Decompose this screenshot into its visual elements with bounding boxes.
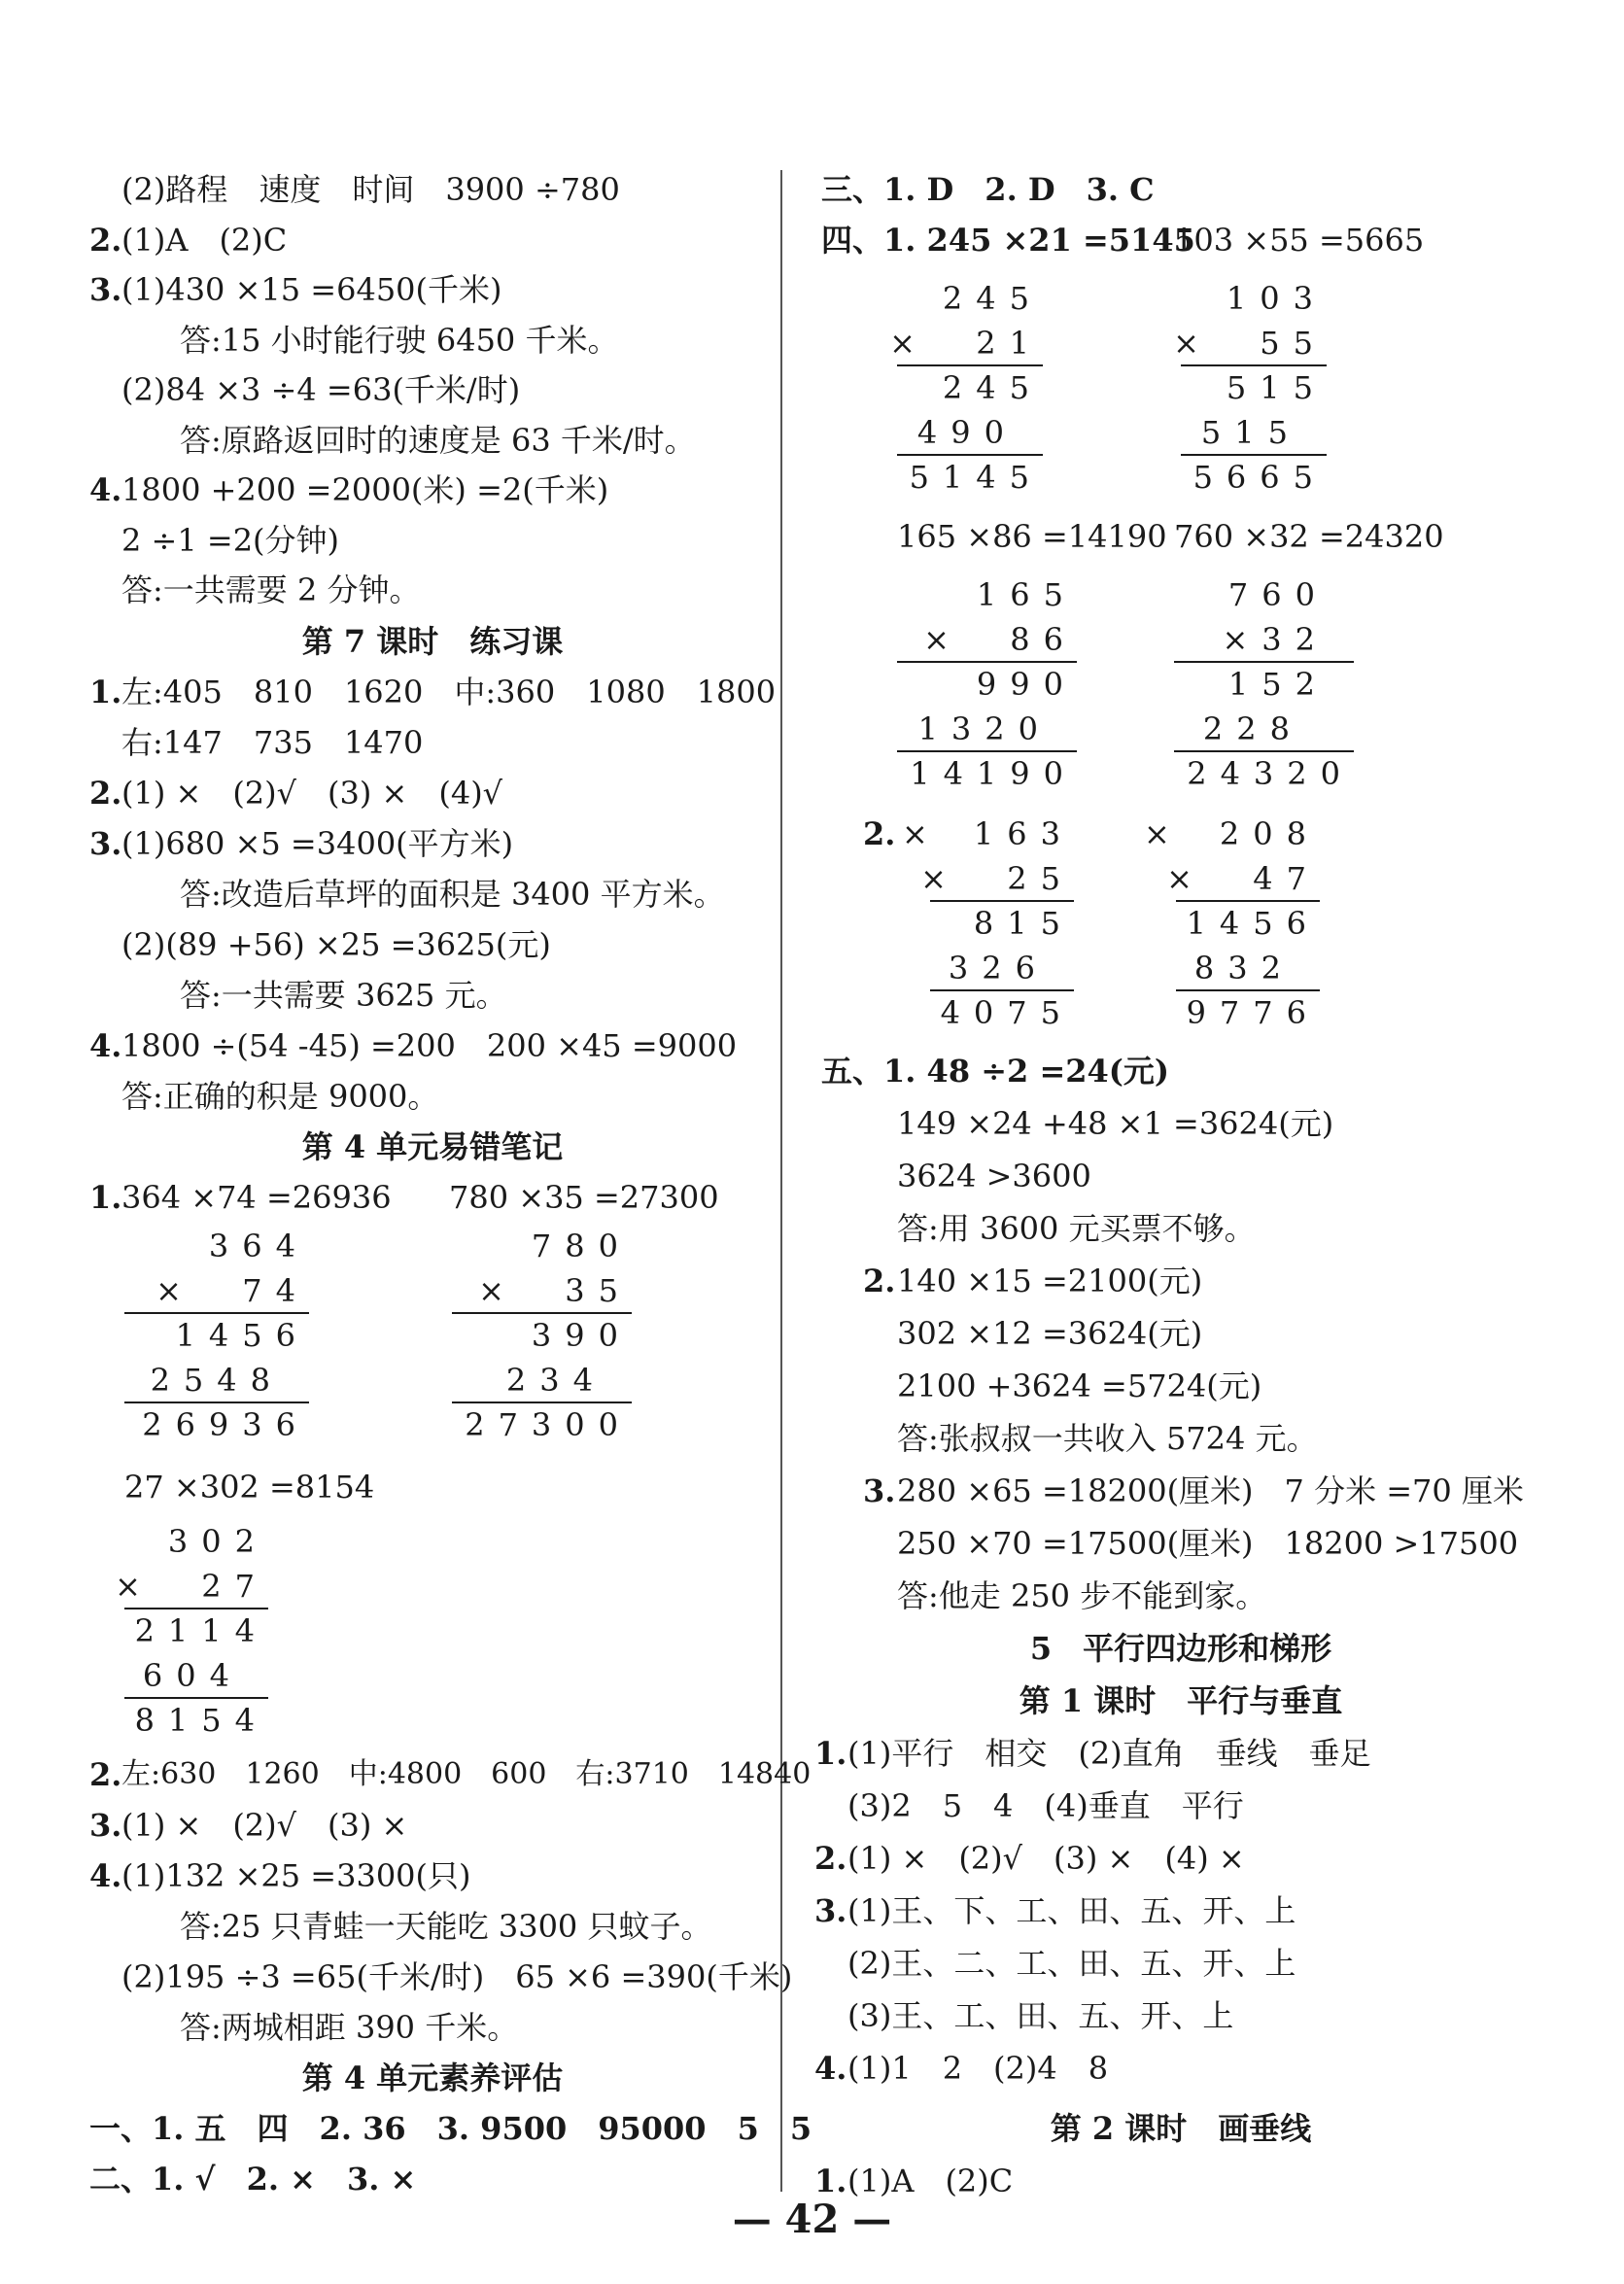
- calc-row: 364: [208, 1228, 309, 1264]
- calc-rule: [124, 1608, 268, 1609]
- calc-row: × 21: [889, 325, 1043, 362]
- answer-line: 2100 +3624 =5724(元): [897, 1367, 1262, 1404]
- question-number: 1.: [89, 674, 122, 710]
- question-number: 3.: [89, 271, 122, 308]
- calc-rule: [1181, 364, 1327, 366]
- answer-line: 答:用 3600 元买票不够。: [897, 1210, 1256, 1247]
- question-number: 2.: [814, 1840, 847, 1877]
- answer-line: 149 ×24 +48 ×1 =3624(元): [897, 1105, 1334, 1142]
- question-number: 3.: [89, 825, 122, 862]
- question-number: 2.: [89, 222, 122, 259]
- calc-row: 24320: [1187, 755, 1354, 792]
- calc-rule: [1181, 454, 1327, 456]
- calc-row: 2548: [150, 1362, 284, 1399]
- calc-row: 245: [942, 280, 1043, 317]
- answer-line: 780 ×35 =27300: [449, 1179, 719, 1216]
- calc-row: 1456: [175, 1317, 309, 1354]
- calc-row: 760: [1227, 576, 1329, 613]
- calc-row: 815: [973, 905, 1074, 942]
- calc-row: 165: [976, 576, 1077, 613]
- wrong-mark: ×: [902, 815, 928, 852]
- answer-line: 一、1. 五 四 2. 36 3. 9500 95000 5 5: [89, 2110, 812, 2147]
- calc-row: × 86: [923, 621, 1077, 658]
- answer-line: (2)84 ×3 ÷4 =63(千米/时): [121, 371, 521, 408]
- calc-rule: [1174, 750, 1354, 752]
- calc-rule: [930, 989, 1074, 991]
- section-heading: 第 2 课时 画垂线: [1050, 2110, 1312, 2147]
- calc-row: 604: [142, 1657, 243, 1694]
- calc-row: 515: [1226, 369, 1327, 406]
- vertical-multiplication: [920, 814, 1074, 1038]
- calc-row: 490: [916, 414, 1018, 451]
- calc-row: × 35: [478, 1272, 632, 1309]
- answer-line: (1)A (2)C: [847, 2163, 1014, 2199]
- calc-row: 103: [1226, 280, 1327, 317]
- section-heading: 第 4 单元素养评估: [301, 2059, 564, 2096]
- question-number: 4.: [89, 471, 122, 508]
- calc-row: 152: [1227, 666, 1329, 703]
- calc-rule: [124, 1312, 309, 1314]
- answer-line: (3)2 5 4 (4)垂直 平行: [847, 1787, 1244, 1824]
- calc-rule: [897, 750, 1077, 752]
- answer-line: (2)195 ÷3 =65(千米/时) 65 ×6 =390(千米): [121, 1958, 793, 1995]
- answer-line: (2)(89 +56) ×25 =3625(元): [121, 926, 551, 963]
- answer-line: 3624 >3600: [897, 1158, 1091, 1194]
- question-number: 2.: [863, 1263, 896, 1299]
- answer-line: 答:两城相距 390 千米。: [180, 2009, 519, 2046]
- answer-line: 答:一共需要 2 分钟。: [121, 571, 421, 608]
- calc-rule: [452, 1312, 632, 1314]
- answer-line: 140 ×15 =2100(元): [897, 1263, 1203, 1299]
- answer-line: 答:一共需要 3625 元。: [180, 977, 507, 1014]
- answer-line: 答:张叔叔一共收入 5724 元。: [897, 1420, 1318, 1457]
- answer-line: 27 ×302 =8154: [124, 1469, 375, 1505]
- calc-row: 14190: [910, 755, 1077, 792]
- calc-rule: [1176, 989, 1320, 991]
- vertical-multiplication: [115, 1522, 268, 1746]
- calc-row: 245: [942, 369, 1043, 406]
- answer-line: 左:630 1260 中:4800 600 右:3710 14840: [121, 1757, 812, 1791]
- answer-line: (1) × (2)√ (3) × (4) ×: [847, 1840, 1245, 1877]
- calc-row: 780: [531, 1228, 632, 1264]
- question-number: 2.: [89, 775, 122, 812]
- calc-rule: [897, 364, 1043, 366]
- calc-rule: [897, 661, 1077, 663]
- calc-row: 234: [505, 1362, 606, 1399]
- answer-line: 答:原路返回时的速度是 63 千米/时。: [180, 422, 696, 459]
- answer-line: (2)路程 速度 时间 3900 ÷780: [121, 171, 620, 208]
- question-number: 3.: [89, 1807, 122, 1844]
- answer-line: 三、1. D 2. D 3. C: [821, 171, 1155, 208]
- calc-row: 5145: [909, 459, 1043, 496]
- calc-row: 1456: [1186, 905, 1320, 942]
- calc-row: 26936: [142, 1406, 309, 1443]
- calc-row: 5665: [1192, 459, 1327, 496]
- answer-line: 答:改造后草坪的面积是 3400 平方米。: [180, 876, 725, 913]
- calc-row: 515: [1200, 414, 1301, 451]
- calc-row: × 27: [115, 1568, 268, 1605]
- answer-line: 1800 +200 =2000(米) =2(千米): [121, 471, 609, 508]
- answer-line: 2 ÷1 =2(分钟): [121, 522, 340, 559]
- calc-row: × 55: [1173, 325, 1327, 362]
- answer-line: 左:405 810 1620 中:360 1080 1800: [121, 674, 777, 710]
- vertical-multiplication: [1173, 279, 1327, 502]
- question-number: 3.: [814, 1892, 847, 1929]
- calc-row: × 74: [155, 1272, 309, 1309]
- answer-line: 280 ×65 =18200(厘米) 7 分米 =70 厘米: [897, 1472, 1524, 1509]
- section-heading: 第 4 单元易错笔记: [301, 1128, 564, 1165]
- calc-row: 27300: [465, 1406, 632, 1443]
- answer-line: (1)平行 相交 (2)直角 垂线 垂足: [847, 1735, 1371, 1772]
- calc-row: × 47: [1166, 860, 1320, 897]
- answer-line: (2)王、二、工、田、五、开、上: [847, 1945, 1296, 1982]
- question-number: 3.: [863, 1472, 896, 1509]
- question-number: 4.: [814, 2050, 847, 2087]
- section-heading: 第 1 课时 平行与垂直: [1019, 1682, 1343, 1719]
- calc-rule: [124, 1402, 309, 1403]
- answer-line: 四、1. 245 ×21 =5145: [821, 222, 1195, 259]
- answer-line: (1) × (2)√ (3) ×: [121, 1807, 408, 1844]
- calc-row: 163: [973, 815, 1074, 852]
- calc-row: 326: [948, 950, 1049, 986]
- answer-line: 165 ×86 =14190: [897, 518, 1167, 555]
- calc-rule: [452, 1402, 632, 1403]
- answer-line: 答:25 只青蛙一天能吃 3300 只蚊子。: [180, 1908, 712, 1945]
- question-number: 2.: [89, 1756, 122, 1793]
- answer-line: 760 ×32 =24320: [1174, 518, 1444, 555]
- calc-rule: [1174, 661, 1354, 663]
- vertical-multiplication: [1166, 814, 1320, 1038]
- vertical-multiplication: [124, 1227, 309, 1450]
- answer-line: 答:15 小时能行驶 6450 千米。: [180, 322, 619, 359]
- calc-row: 832: [1193, 950, 1295, 986]
- answer-line: 右:147 735 1470: [121, 724, 424, 761]
- vertical-multiplication: [452, 1227, 632, 1450]
- answer-line: 364 ×74 =26936: [121, 1179, 392, 1216]
- answer-line: 1800 ÷(54 -45) =200 200 ×45 =9000: [121, 1027, 738, 1064]
- answer-line: (1)1 2 (2)4 8: [847, 2050, 1109, 2087]
- answer-line: 五、1. 48 ÷2 =24(元): [821, 1053, 1170, 1090]
- vertical-multiplication: [1174, 575, 1354, 799]
- answer-line: 103 ×55 =5665: [1174, 222, 1425, 259]
- calc-rule: [1176, 900, 1320, 902]
- chapter-heading: 5 平行四边形和梯形: [1029, 1630, 1332, 1667]
- calc-row: 8154: [134, 1702, 268, 1739]
- calc-row: ×32: [1222, 621, 1329, 658]
- calc-rule: [124, 1697, 268, 1699]
- question-number: 1.: [814, 1735, 847, 1772]
- question-number: 1.: [814, 2163, 847, 2199]
- question-number: 4.: [89, 1857, 122, 1894]
- answer-line: (1) × (2)√ (3) × (4)√: [121, 775, 503, 812]
- vertical-multiplication: [889, 279, 1043, 502]
- calc-row: × 25: [920, 860, 1074, 897]
- question-number: 4.: [89, 1027, 122, 1064]
- answer-line: (3)王、工、田、五、开、上: [847, 1997, 1234, 2034]
- calc-row: 990: [976, 666, 1077, 703]
- calc-rule: [897, 454, 1043, 456]
- answer-line: 答:正确的积是 9000。: [121, 1078, 439, 1115]
- vertical-multiplication: [897, 575, 1077, 799]
- calc-row: 9776: [1186, 994, 1320, 1031]
- page-number: — 42 —: [732, 2197, 892, 2242]
- question-number: 1.: [89, 1179, 122, 1216]
- answer-line: (1)132 ×25 =3300(只): [121, 1857, 471, 1894]
- question-number: 2.: [863, 815, 896, 852]
- answer-line: (1)430 ×15 =6450(千米): [121, 271, 502, 308]
- answer-line: (1)王、下、工、田、五、开、上: [847, 1892, 1296, 1929]
- answer-line: 250 ×70 =17500(厘米) 18200 >17500: [897, 1525, 1519, 1562]
- column-divider: [780, 170, 782, 2192]
- calc-rule: [930, 900, 1074, 902]
- answer-line: 答:他走 250 步不能到家。: [897, 1577, 1267, 1614]
- wrong-mark: ×: [1144, 815, 1170, 852]
- calc-row: 4075: [940, 994, 1074, 1031]
- calc-row: 208: [1219, 815, 1320, 852]
- calc-row: 2114: [134, 1612, 268, 1649]
- answer-line: 二、1. √ 2. × 3. ×: [89, 2161, 417, 2197]
- answer-line: 302 ×12 =3624(元): [897, 1315, 1203, 1352]
- calc-row: 1320: [917, 710, 1052, 747]
- calc-row: 302: [167, 1523, 268, 1560]
- section-heading: 第 7 课时 练习课: [301, 623, 564, 660]
- answer-line: (1)680 ×5 =3400(平方米): [121, 825, 514, 862]
- calc-row: 390: [531, 1317, 632, 1354]
- answer-line: (1)A (2)C: [121, 222, 288, 259]
- calc-row: 228: [1202, 710, 1303, 747]
